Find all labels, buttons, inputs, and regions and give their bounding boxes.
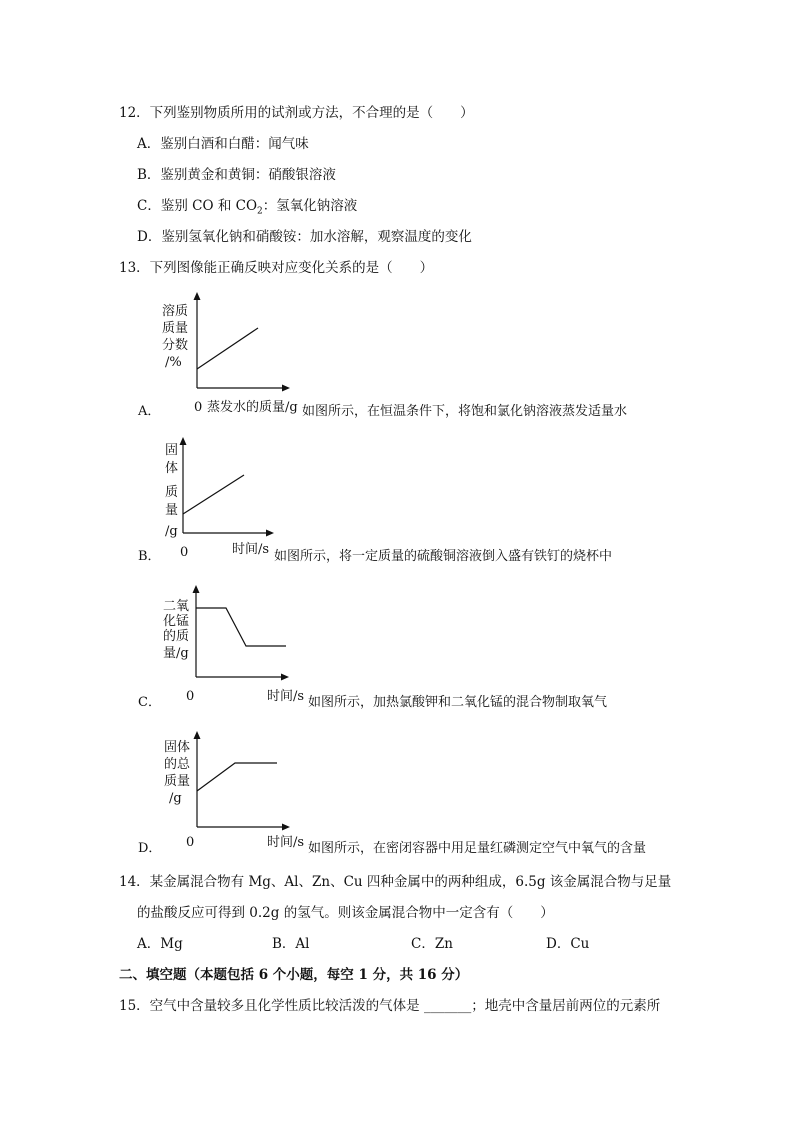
option-text: 鉴别 CO 和 CO xyxy=(160,198,258,214)
y-axis-arrow xyxy=(180,437,187,445)
q14-line-2: 的盐酸反应可得到 0.2g 的氢气。则该金属混合物中一定含有（ ） xyxy=(137,905,554,921)
y-label-line: 分数 xyxy=(162,338,189,353)
q14-option-c: C．Zn xyxy=(411,936,453,952)
y-axis-arrow xyxy=(194,292,201,300)
y-label-line: 质量 xyxy=(162,321,189,336)
graph-a xyxy=(138,290,670,425)
x-label: 时间/s xyxy=(267,689,305,704)
option-label: B． xyxy=(137,167,161,183)
q12-stem: 12．下列鉴别物质所用的试剂或方法，不合理的是（ ） xyxy=(119,105,474,121)
q13-stem: 13．下列图像能正确反映对应变化关系的是（ ） xyxy=(119,260,434,276)
option-text: 如图所示，将一定质量的硫酸铜溶液倒入盛有铁钉的烧杯中 xyxy=(274,549,613,564)
q12-option-c xyxy=(137,197,357,221)
y-label-line: 质量 xyxy=(164,774,191,789)
origin-label: 0 xyxy=(186,835,195,850)
option-text: 如图所示，在恒温条件下，将饱和氯化钠溶液蒸发适量水 xyxy=(302,404,628,419)
option-label: B． xyxy=(138,549,161,564)
origin-label: 0 xyxy=(186,689,195,704)
origin-label: 0 xyxy=(180,545,189,560)
subscript: 2 xyxy=(257,206,263,217)
y-label-line: 溶质 xyxy=(162,304,189,319)
x-label: 时间/s xyxy=(232,542,270,557)
q12-option-b xyxy=(137,166,336,184)
y-label-line: 固体 xyxy=(164,740,191,755)
q14-option-b: B．Al xyxy=(272,936,310,952)
option-text: 鉴别黄金和黄铜：硝酸银溶液 xyxy=(160,167,336,183)
graph-line xyxy=(197,328,258,369)
q14-line-1: 14．某金属混合物有 Mg、Al、Zn、Cu 四种金属中的两种组成，6.5g 该金属混合物与足量 xyxy=(119,874,672,890)
y-label-line: 二氧 xyxy=(163,599,190,614)
q14-option-a: A．Mg xyxy=(137,936,183,952)
y-label-line: 量/g xyxy=(163,646,189,661)
y-label-line: 化锰 xyxy=(163,614,190,629)
x-label: 蒸发水的质量/g xyxy=(207,400,298,415)
y-label-line: 的质 xyxy=(163,629,190,644)
graph-line xyxy=(183,475,244,514)
y-label-line: 体 xyxy=(165,461,179,476)
answer-blank[interactable]: _______ xyxy=(423,998,472,1014)
graph-d xyxy=(138,729,670,859)
q14-option-d: D．Cu xyxy=(546,936,590,952)
y-label-line: /g xyxy=(169,791,182,806)
graph-line xyxy=(196,608,286,646)
y-label-line: 量 xyxy=(165,503,179,518)
option-text: 如图所示，在密闭容器中用足量红磷测定空气中氧气的含量 xyxy=(308,841,647,856)
graph-c xyxy=(138,583,670,713)
option-label: C． xyxy=(138,695,161,710)
q15-post: ；地壳中含量居前两位的元素所 xyxy=(471,998,661,1014)
option-text: 鉴别氢氧化钠和硝酸铵：加水溶解，观察温度的变化 xyxy=(161,229,472,245)
graph-line xyxy=(197,763,277,791)
option-label: A． xyxy=(138,404,161,419)
x-axis-arrow xyxy=(266,530,274,537)
y-label-line: 的总 xyxy=(164,757,191,772)
origin-label: 0 xyxy=(194,400,203,415)
q12-option-a xyxy=(137,135,309,153)
y-label-line: /% xyxy=(165,355,182,370)
graph-b xyxy=(138,436,670,566)
option-label: D． xyxy=(138,841,162,856)
y-label-line: 质 xyxy=(165,485,179,500)
x-axis-arrow xyxy=(281,674,289,681)
x-axis-arrow xyxy=(282,385,290,392)
option-label: C． xyxy=(137,198,161,214)
option-text-rest: ：氢氧化钠溶液 xyxy=(262,198,358,214)
q15-pre: 15．空气中含量较多且化学性质比较活泼的气体是 xyxy=(119,998,424,1014)
x-axis-arrow xyxy=(282,824,290,831)
y-axis-arrow xyxy=(194,731,201,739)
option-label: A． xyxy=(137,136,161,152)
q12-option-d xyxy=(137,228,472,246)
option-text: 鉴别白酒和白醋：闻气味 xyxy=(160,136,309,152)
option-label: D． xyxy=(137,229,162,245)
option-text: 如图所示，加热氯酸钾和二氧化锰的混合物制取氧气 xyxy=(308,695,608,710)
y-label-line: /g xyxy=(165,524,178,539)
q15-text xyxy=(119,997,660,1015)
y-label-line: 固 xyxy=(165,443,179,458)
y-axis-arrow xyxy=(193,585,200,593)
section-heading: 二、填空题（本题包括 6 个小题，每空 1 分，共 16 分） xyxy=(119,967,469,983)
x-label: 时间/s xyxy=(267,835,305,850)
